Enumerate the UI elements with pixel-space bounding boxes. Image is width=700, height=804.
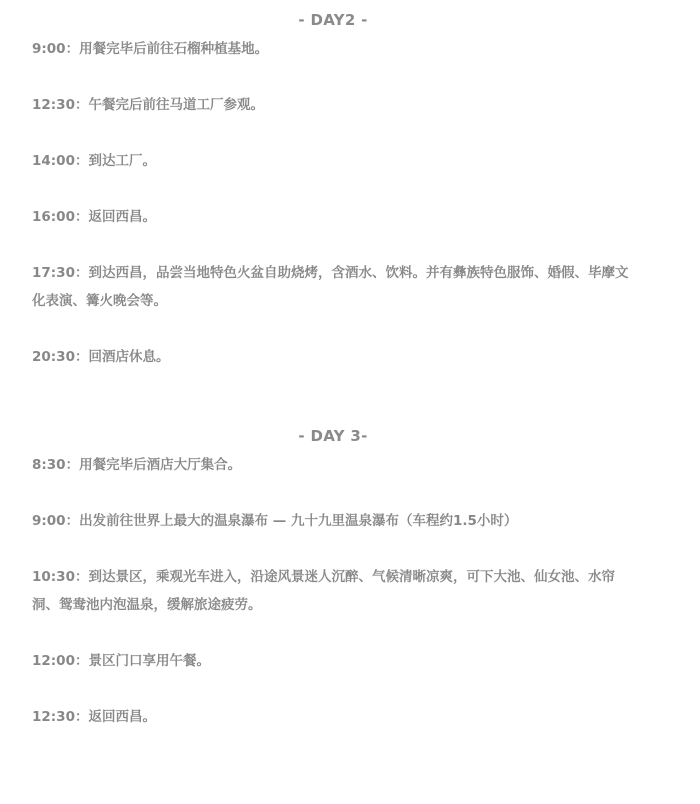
item-text: 用餐完毕后前往石榴种植基地。 bbox=[79, 41, 269, 57]
item-time: 12:00 bbox=[32, 653, 75, 669]
item-text: 到达西昌，品尝当地特色火盆自助烧烤，含酒水、饮料。并有彝族特色服饰、婚假、毕摩文化表演、篝火晚会等。 bbox=[32, 265, 629, 309]
item-separator: ： bbox=[65, 41, 80, 57]
item-time: 9:00 bbox=[32, 513, 66, 529]
item-text: 返回西昌。 bbox=[88, 709, 156, 725]
item-text: 出发前往世界上最大的温泉瀑布 — 九十九里温泉瀑布（车程约1.5小时） bbox=[79, 513, 518, 529]
item-text: 用餐完毕后酒店大厅集合。 bbox=[79, 457, 242, 473]
day3-item-3 bbox=[32, 563, 638, 619]
item-time: 8:30 bbox=[32, 457, 66, 473]
day2-item-1 bbox=[32, 35, 638, 63]
item-separator: ： bbox=[65, 457, 80, 473]
item-text: 到达工厂。 bbox=[88, 153, 156, 169]
item-separator: ： bbox=[65, 513, 80, 529]
item-separator: ： bbox=[74, 349, 89, 365]
item-time: 9:00 bbox=[32, 41, 66, 57]
day2-item-4 bbox=[32, 203, 638, 231]
day2-item-2 bbox=[32, 91, 638, 119]
item-separator: ： bbox=[74, 709, 89, 725]
item-separator: ： bbox=[74, 209, 89, 225]
item-text: 返回西昌。 bbox=[88, 209, 156, 225]
day2-item-5 bbox=[32, 259, 638, 315]
item-text: 午餐完后前往马道工厂参观。 bbox=[88, 97, 264, 113]
day3-item-5 bbox=[32, 703, 638, 731]
item-text: 回酒店休息。 bbox=[88, 349, 170, 365]
item-text: 到达景区，乘观光车进入，沿途风景迷人沉醉、气候清晰凉爽，可下大池、仙女池、水帘洞、鸳鸯池内泡温泉，缓解旅途疲劳。 bbox=[32, 569, 615, 613]
item-separator: ： bbox=[74, 97, 89, 113]
item-time: 12:30 bbox=[32, 709, 75, 725]
day3-item-1 bbox=[32, 451, 638, 479]
item-text: 景区门口享用午餐。 bbox=[88, 653, 210, 669]
item-time: 12:30 bbox=[32, 97, 75, 113]
item-time: 17:30 bbox=[32, 265, 75, 281]
item-separator: ： bbox=[74, 265, 89, 281]
day2-item-3 bbox=[32, 147, 638, 175]
day3-item-4 bbox=[32, 647, 638, 675]
item-time: 14:00 bbox=[32, 153, 75, 169]
day2-item-6 bbox=[32, 343, 638, 371]
item-time: 20:30 bbox=[32, 349, 75, 365]
item-separator: ： bbox=[74, 153, 89, 169]
item-separator: ： bbox=[74, 653, 89, 669]
day3-heading: - DAY 3- bbox=[298, 427, 368, 445]
item-time: 16:00 bbox=[32, 209, 75, 225]
day2-heading: - DAY2 - bbox=[298, 11, 368, 29]
item-separator: ： bbox=[74, 569, 89, 585]
day3-item-2 bbox=[32, 507, 638, 535]
item-time: 10:30 bbox=[32, 569, 75, 585]
